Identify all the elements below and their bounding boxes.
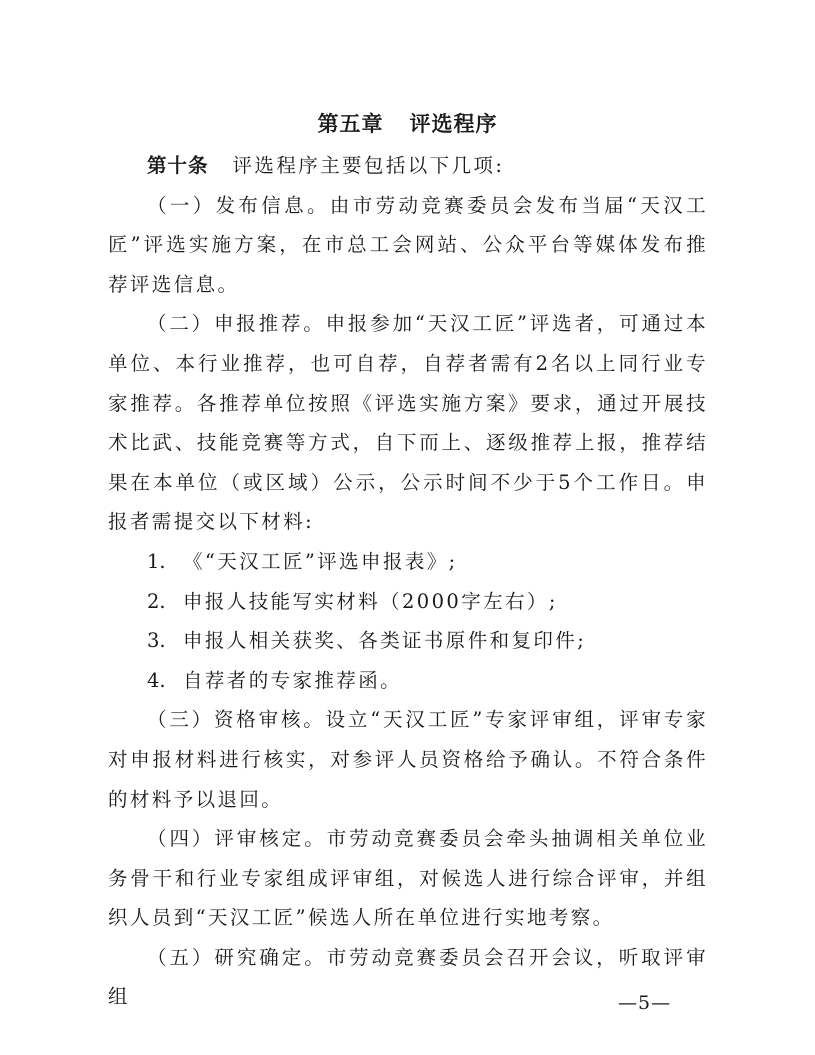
material-item [108, 661, 708, 701]
article-paragraph [108, 146, 708, 186]
chapter-title [0, 108, 815, 138]
material-item [108, 582, 708, 622]
material-text: 《“天汉工匠”评选申报表》; [183, 549, 458, 573]
material-text: 自荐者的专家推荐函。 [183, 668, 403, 692]
material-number: 3. [147, 629, 166, 653]
material-number: 4. [147, 668, 166, 692]
step-paragraph: （五）研究确定。市劳动竞赛委员会召开会议，听取评审组 [108, 945, 708, 1009]
article-label: 第十条 [147, 154, 209, 177]
material-number: 2. [147, 589, 166, 613]
body-text [108, 146, 708, 1017]
step-paragraph: （三）资格审核。设立“天汉工匠”专家评审组，评审专家对申报材料进行核实，对参评人员资格给予确认。不符合条件的材料予以退回。 [108, 708, 708, 811]
material-item [108, 621, 708, 661]
step-paragraph: （四）评审核定。市劳动竞赛委员会牵头抽调相关单位业务骨干和行业专家组成评审组，对候选人进行综合评审，并组织人员到“天汉工匠”候选人所在单位进行实地考察。 [108, 827, 708, 930]
step-paragraph: （二）申报推荐。申报参加“天汉工匠”评选者，可通过本单位、本行业推荐，也可自荐，自荐者需有2名以上同行业专家推荐。各推荐单位按照《评选实施方案》要求，通过开展技术比武、技能竞赛等方式，自下而上、逐级推荐上报，推荐结果在本单位（或区域）公示，公示时间不少于5个工作日。申报者需提交以下材料: [108, 312, 708, 534]
article-intro: 评选程序主要包括以下几项: [232, 154, 505, 177]
step-paragraph: （一）发布信息。由市劳动竞赛委员会发布当届“天汉工匠”评选实施方案，在市总工会网站、公众平台等媒体发布推荐评选信息。 [108, 193, 708, 296]
chapter-name: 评选程序 [409, 111, 498, 136]
material-number: 1. [147, 549, 166, 573]
material-item [108, 542, 708, 582]
page-number: —5— [618, 992, 672, 1014]
material-text: 申报人相关获奖、各类证书原件和复印件; [183, 629, 587, 653]
material-text: 申报人技能写实材料（2000字左右）; [183, 589, 558, 613]
chapter-number: 第五章 [317, 111, 384, 136]
